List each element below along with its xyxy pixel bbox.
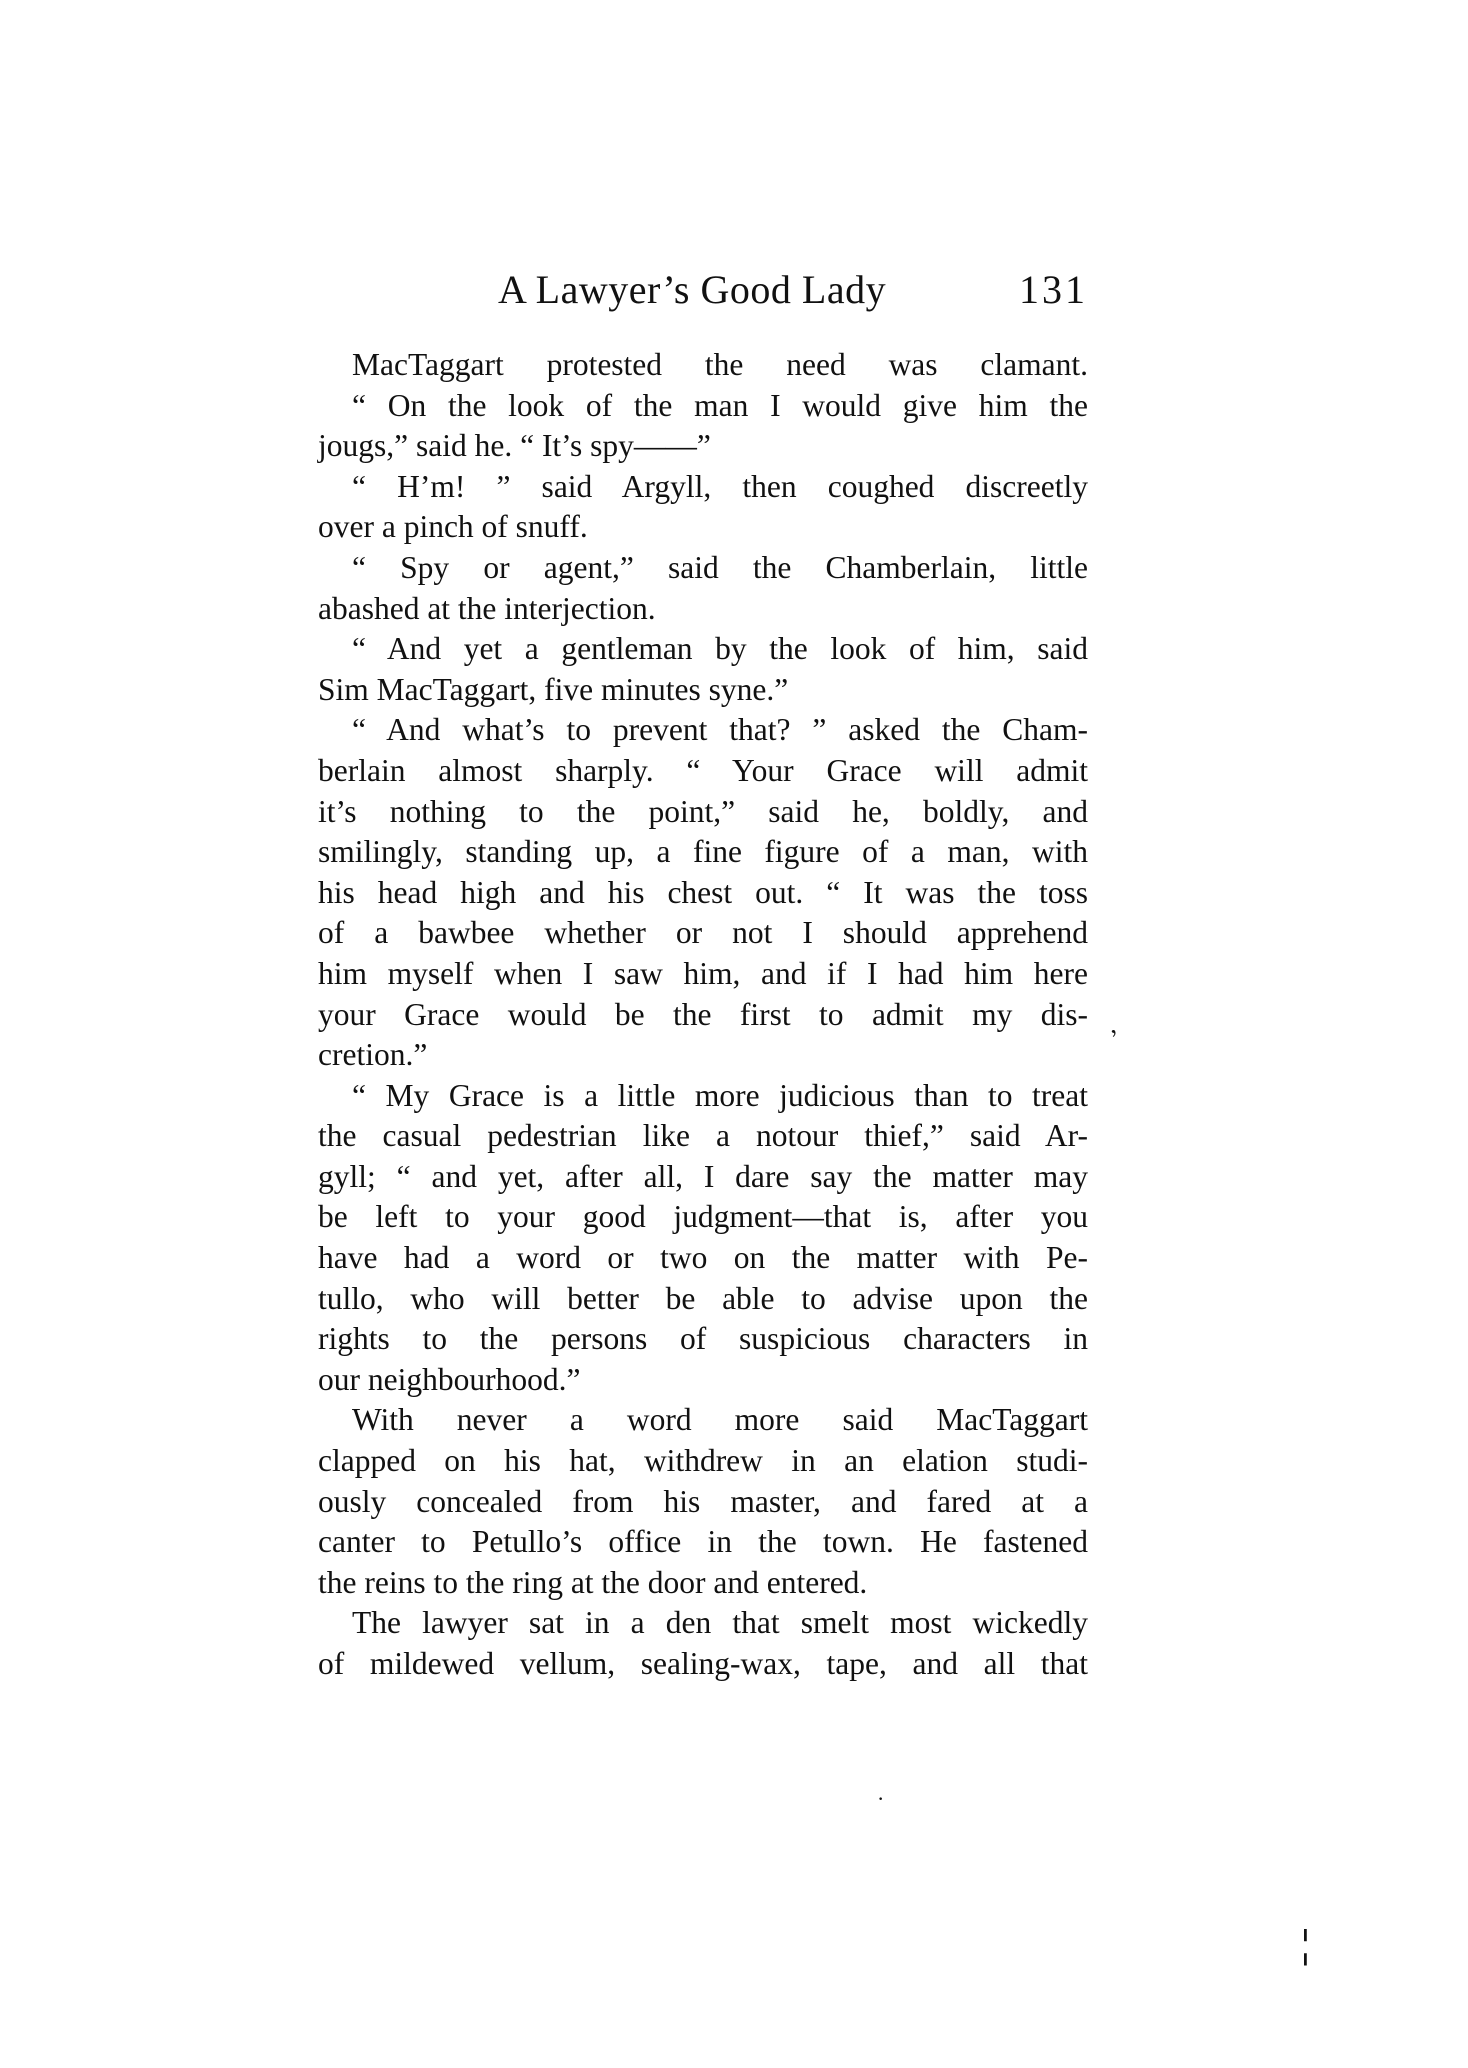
text-line: “ On the look of the man I would give him the: [352, 387, 1088, 423]
running-header: [318, 262, 1088, 318]
text-line: canter to Petullo’s office in the town. He fastened: [318, 1524, 1088, 1560]
text-line: have had a word or two on the matter with Pe-: [318, 1240, 1088, 1276]
text-line: rights to the persons of suspicious characters in: [318, 1321, 1088, 1357]
text-line: be left to your good judgment—that is, after you: [318, 1199, 1088, 1235]
text-line: jougs,” said he. “ It’s spy——”: [318, 428, 711, 464]
stray-mark: ,: [1103, 1009, 1120, 1040]
text-line: tullo, who will better be able to advise upon the: [318, 1280, 1088, 1316]
margin-mark: ¦: [1301, 1921, 1310, 1966]
running-title: A Lawyer’s Good Lady: [498, 267, 887, 312]
body-text: [318, 345, 1088, 1685]
text-line: the reins to the ring at the door and entered.: [318, 1564, 868, 1600]
text-line: “ H’m! ” said Argyll, then coughed discreetly: [352, 468, 1088, 504]
text-line: With never a word more said MacTaggart: [352, 1402, 1088, 1438]
text-line: it’s nothing to the point,” said he, boldly, and: [318, 793, 1088, 829]
text-line: “ Spy or agent,” said the Chamberlain, little: [352, 549, 1088, 585]
text-line: smilingly, standing up, a fine figure of a man, with: [318, 834, 1088, 870]
text-line: “ And what’s to prevent that? ” asked the Cham-: [352, 712, 1088, 748]
text-line: Sim MacTaggart, five minutes syne.”: [318, 671, 789, 707]
text-line: him myself when I saw him, and if I had him here: [318, 955, 1088, 991]
text-line: our neighbourhood.”: [318, 1361, 581, 1397]
text-line: The lawyer sat in a den that smelt most wickedly: [352, 1605, 1088, 1641]
text-line: the casual pedestrian like a notour thief,” said Ar-: [318, 1118, 1088, 1154]
text-line: his head high and his chest out. “ It was the toss: [318, 874, 1088, 910]
text-line: of mildewed vellum, sealing-wax, tape, and all that: [318, 1646, 1088, 1681]
text-line: clapped on his hat, withdrew in an elation studi-: [318, 1443, 1088, 1479]
text-line: MacTaggart protested the need was clamant.: [352, 347, 1088, 382]
page-number: 131: [1019, 267, 1088, 312]
text-line: “ And yet a gentleman by the look of him, said: [352, 631, 1088, 667]
text-line: “ My Grace is a little more judicious than to treat: [352, 1077, 1088, 1113]
text-line: ously concealed from his master, and fared at a: [318, 1483, 1088, 1519]
text-line: cretion.”: [318, 1037, 428, 1073]
text-line: gyll; “ and yet, after all, I dare say the matter may: [318, 1158, 1088, 1194]
text-line: your Grace would be the first to admit my dis-: [318, 996, 1088, 1032]
text-line: over a pinch of snuff.: [318, 509, 588, 545]
text-line: abashed at the interjection.: [318, 590, 656, 626]
stray-dot: ·: [877, 1786, 885, 1811]
text-line: berlain almost sharply. “ Your Grace will admit: [318, 752, 1088, 788]
text-line: of a bawbee whether or not I should apprehend: [318, 915, 1088, 951]
